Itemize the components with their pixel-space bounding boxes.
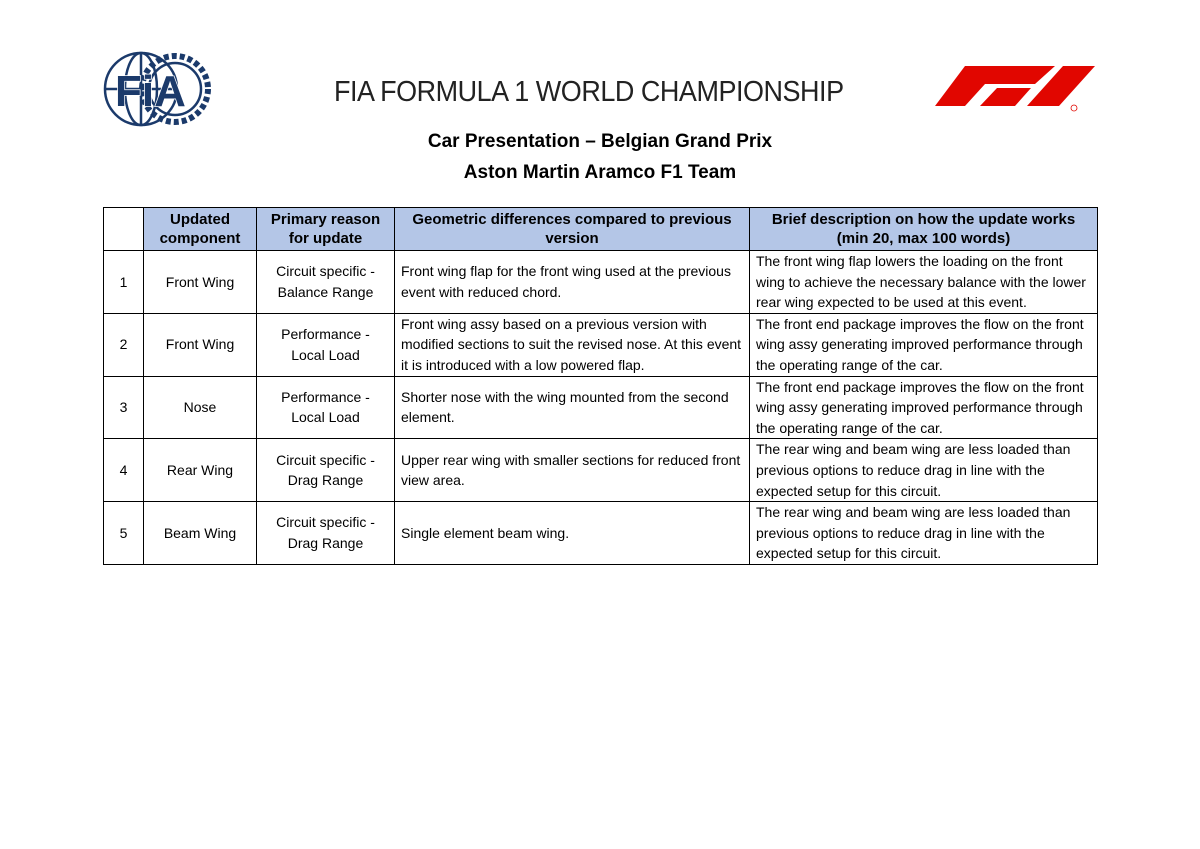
row-geometric: Front wing flap for the front wing used at the previous event with reduced chord. bbox=[395, 251, 750, 314]
team-name: Aston Martin Aramco F1 Team bbox=[463, 162, 737, 183]
table-row bbox=[104, 376, 1098, 439]
row-component: Rear Wing bbox=[144, 439, 257, 502]
row-reason: Circuit specific - Balance Range bbox=[257, 251, 395, 314]
row-geometric: Shorter nose with the wing mounted from the second element. bbox=[395, 376, 750, 439]
row-number: 4 bbox=[104, 439, 144, 502]
row-description: The rear wing and beam wing are less loaded than previous options to reduce drag in line with the expected setup for this circuit. bbox=[750, 502, 1098, 565]
row-reason: Performance - Local Load bbox=[257, 376, 395, 439]
table-header-row bbox=[104, 208, 1098, 251]
row-number: 2 bbox=[104, 313, 144, 376]
row-reason: Circuit specific - Drag Range bbox=[257, 502, 395, 565]
row-geometric: Upper rear wing with smaller sections for reduced front view area. bbox=[395, 439, 750, 502]
header-geometric: Geometric differences compared to previous version bbox=[395, 208, 750, 251]
row-component: Nose bbox=[144, 376, 257, 439]
championship-heading: FIA FORMULA 1 WORLD CHAMPIONSHIP bbox=[334, 76, 844, 108]
row-number: 1 bbox=[104, 251, 144, 314]
row-component: Front Wing bbox=[144, 313, 257, 376]
row-reason: Performance - Local Load bbox=[257, 313, 395, 376]
row-geometric: Single element beam wing. bbox=[395, 502, 750, 565]
row-description: The rear wing and beam wing are less loaded than previous options to reduce drag in line with the expected setup for this circuit. bbox=[750, 439, 1098, 502]
document-title: Car Presentation – Belgian Grand Prix bbox=[427, 131, 773, 152]
header-reason: Primary reason for update bbox=[257, 208, 395, 251]
table-row bbox=[104, 313, 1098, 376]
row-number: 5 bbox=[104, 502, 144, 565]
table-row bbox=[104, 502, 1098, 565]
fia-logo bbox=[103, 50, 213, 128]
row-description: The front end package improves the flow on the front wing assy generating improved performance through the operating range of the car. bbox=[750, 376, 1098, 439]
header-number bbox=[104, 208, 144, 251]
header-description: Brief description on how the update works (min 20, max 100 words) bbox=[750, 208, 1098, 251]
row-geometric: Front wing assy based on a previous version with modified sections to suit the revised nose. At this event it is introduced with a low powered flap. bbox=[395, 313, 750, 376]
updates-table bbox=[103, 207, 1098, 565]
table-row bbox=[104, 439, 1098, 502]
f1-logo bbox=[935, 66, 1100, 112]
header-component: Updated component bbox=[144, 208, 257, 251]
row-reason: Circuit specific - Drag Range bbox=[257, 439, 395, 502]
row-component: Front Wing bbox=[144, 251, 257, 314]
row-number: 3 bbox=[104, 376, 144, 439]
row-description: The front end package improves the flow on the front wing assy generating improved performance through the operating range of the car. bbox=[750, 313, 1098, 376]
table-row bbox=[104, 251, 1098, 314]
svg-text:FiA: FiA bbox=[115, 67, 186, 116]
row-component: Beam Wing bbox=[144, 502, 257, 565]
row-description: The front wing flap lowers the loading on the front wing to achieve the necessary balance with the lower rear wing expected to be used at this event. bbox=[750, 251, 1098, 314]
